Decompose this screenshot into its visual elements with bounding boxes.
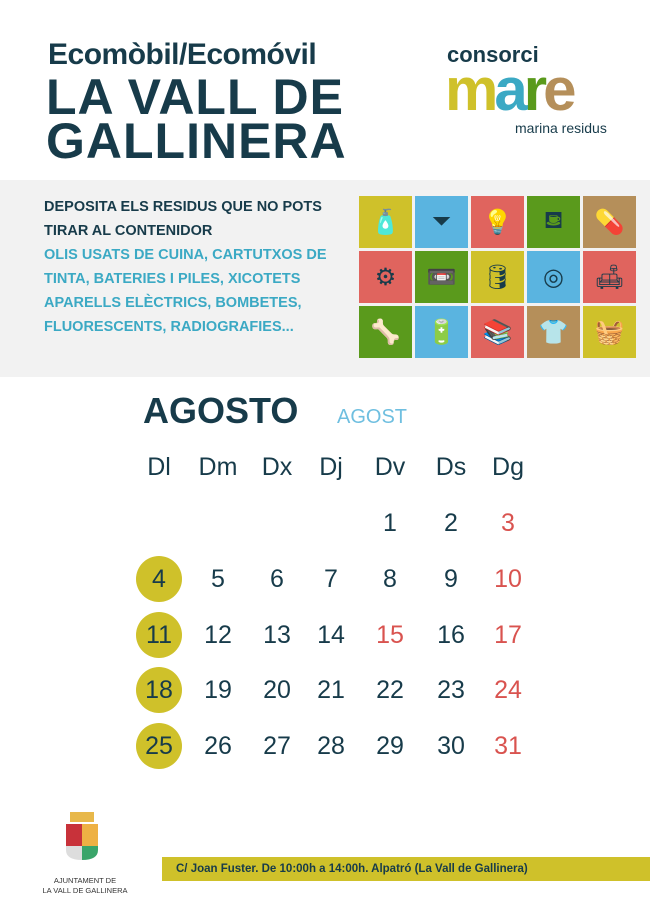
calendar-day: 13 <box>263 621 291 649</box>
calendar-day: 10 <box>494 565 522 593</box>
month-title-alt: AGOST <box>337 406 408 428</box>
calendar-day: 16 <box>437 621 465 649</box>
weekday-header: Dj <box>319 453 343 481</box>
calendar-day: 19 <box>204 676 232 704</box>
calendar-day: 17 <box>494 621 522 649</box>
weekday-header: Dm <box>198 453 238 481</box>
logo-top: consorci <box>447 42 539 67</box>
info-items: OLIS USATS DE CUINA, CARTUTXOS DE TINTA, BATERIES I PILES, XICOTETS APARELLS ELÈCTRICS, BOMBETES, FLUORESCENTS, RADIOGRAFIES... <box>44 247 327 335</box>
paint-bucket-icon: ⛾ <box>527 196 580 248</box>
calendar-day: 8 <box>383 565 397 593</box>
t-shirt-icon: 👕 <box>527 306 580 358</box>
title-line-1: LA VALL DE <box>46 69 344 125</box>
cassette-icon: 📼 <box>415 251 468 303</box>
weekday-header: Ds <box>435 453 467 481</box>
coat-of-arms-icon <box>62 812 102 872</box>
calendar-day: 22 <box>376 676 404 704</box>
funnel-icon: ⏷ <box>415 196 468 248</box>
waste-icon-grid <box>359 196 636 358</box>
basket-icon: 🧺 <box>583 306 636 358</box>
service-day: 11 <box>136 612 182 658</box>
calendar-day: 5 <box>211 565 225 593</box>
battery-icon: 🔋 <box>415 306 468 358</box>
tire-icon: ◎ <box>527 251 580 303</box>
calendar-day: 15 <box>376 621 404 649</box>
oil-can-icon: 🛢 <box>471 251 524 303</box>
info-heading: DEPOSITA ELS RESIDUS QUE NO POTS TIRAR AL CONTENIDOR <box>44 199 322 239</box>
weekday-header: Dv <box>374 453 406 481</box>
calendar-day: 28 <box>317 732 345 760</box>
council-line-2: LA VALL DE GALLINERA <box>42 886 128 895</box>
calendar-day: 3 <box>501 509 515 537</box>
spray-can-icon: 🧴 <box>359 196 412 248</box>
weekday-header: Dl <box>147 453 171 481</box>
calendar-day: 20 <box>263 676 291 704</box>
calendar-day: 21 <box>317 676 345 704</box>
calendar-day: 31 <box>494 732 522 760</box>
mixer-appliance-icon: ⚙ <box>359 251 412 303</box>
consorci-mare-logo <box>445 42 625 142</box>
logo-brand: mare <box>445 56 573 123</box>
armchair-icon: 🛋 <box>583 251 636 303</box>
calendar-day: 26 <box>204 732 232 760</box>
x-ray-icon: 🦴 <box>359 306 412 358</box>
calendar-day: 30 <box>437 732 465 760</box>
calendar-day: 23 <box>437 676 465 704</box>
calendar-day: 6 <box>270 565 284 593</box>
service-day: 18 <box>136 667 182 713</box>
service-day: 4 <box>136 556 182 602</box>
service-day: 25 <box>136 723 182 769</box>
weekday-header: Dx <box>261 453 293 481</box>
calendar-day: 14 <box>317 621 345 649</box>
calendar-day: 29 <box>376 732 404 760</box>
calendar-day: 7 <box>324 565 338 593</box>
calendar-day: 1 <box>383 509 397 537</box>
weekday-header: Dg <box>492 453 524 481</box>
month-title: AGOSTO <box>143 390 299 431</box>
calendar-day: 27 <box>263 732 291 760</box>
address-bar: C/ Joan Fuster. De 10:00h a 14:00h. Alpatró (La Vall de Gallinera) <box>162 857 650 881</box>
council-name <box>40 876 130 896</box>
light-bulb-icon: 💡 <box>471 196 524 248</box>
title-line-2: GALLINERA <box>46 113 347 169</box>
logo-tagline: marina residus <box>515 120 607 136</box>
subtitle: Ecomòbil/Ecomóvil <box>48 38 317 71</box>
calendar-day: 24 <box>494 676 522 704</box>
calendar-day: 9 <box>444 565 458 593</box>
medicine-icon: 💊 <box>583 196 636 248</box>
calendar-day: 12 <box>204 621 232 649</box>
calendar-day: 2 <box>444 509 458 537</box>
council-line-1: AJUNTAMENT DE <box>53 876 117 885</box>
books-icon: 📚 <box>471 306 524 358</box>
